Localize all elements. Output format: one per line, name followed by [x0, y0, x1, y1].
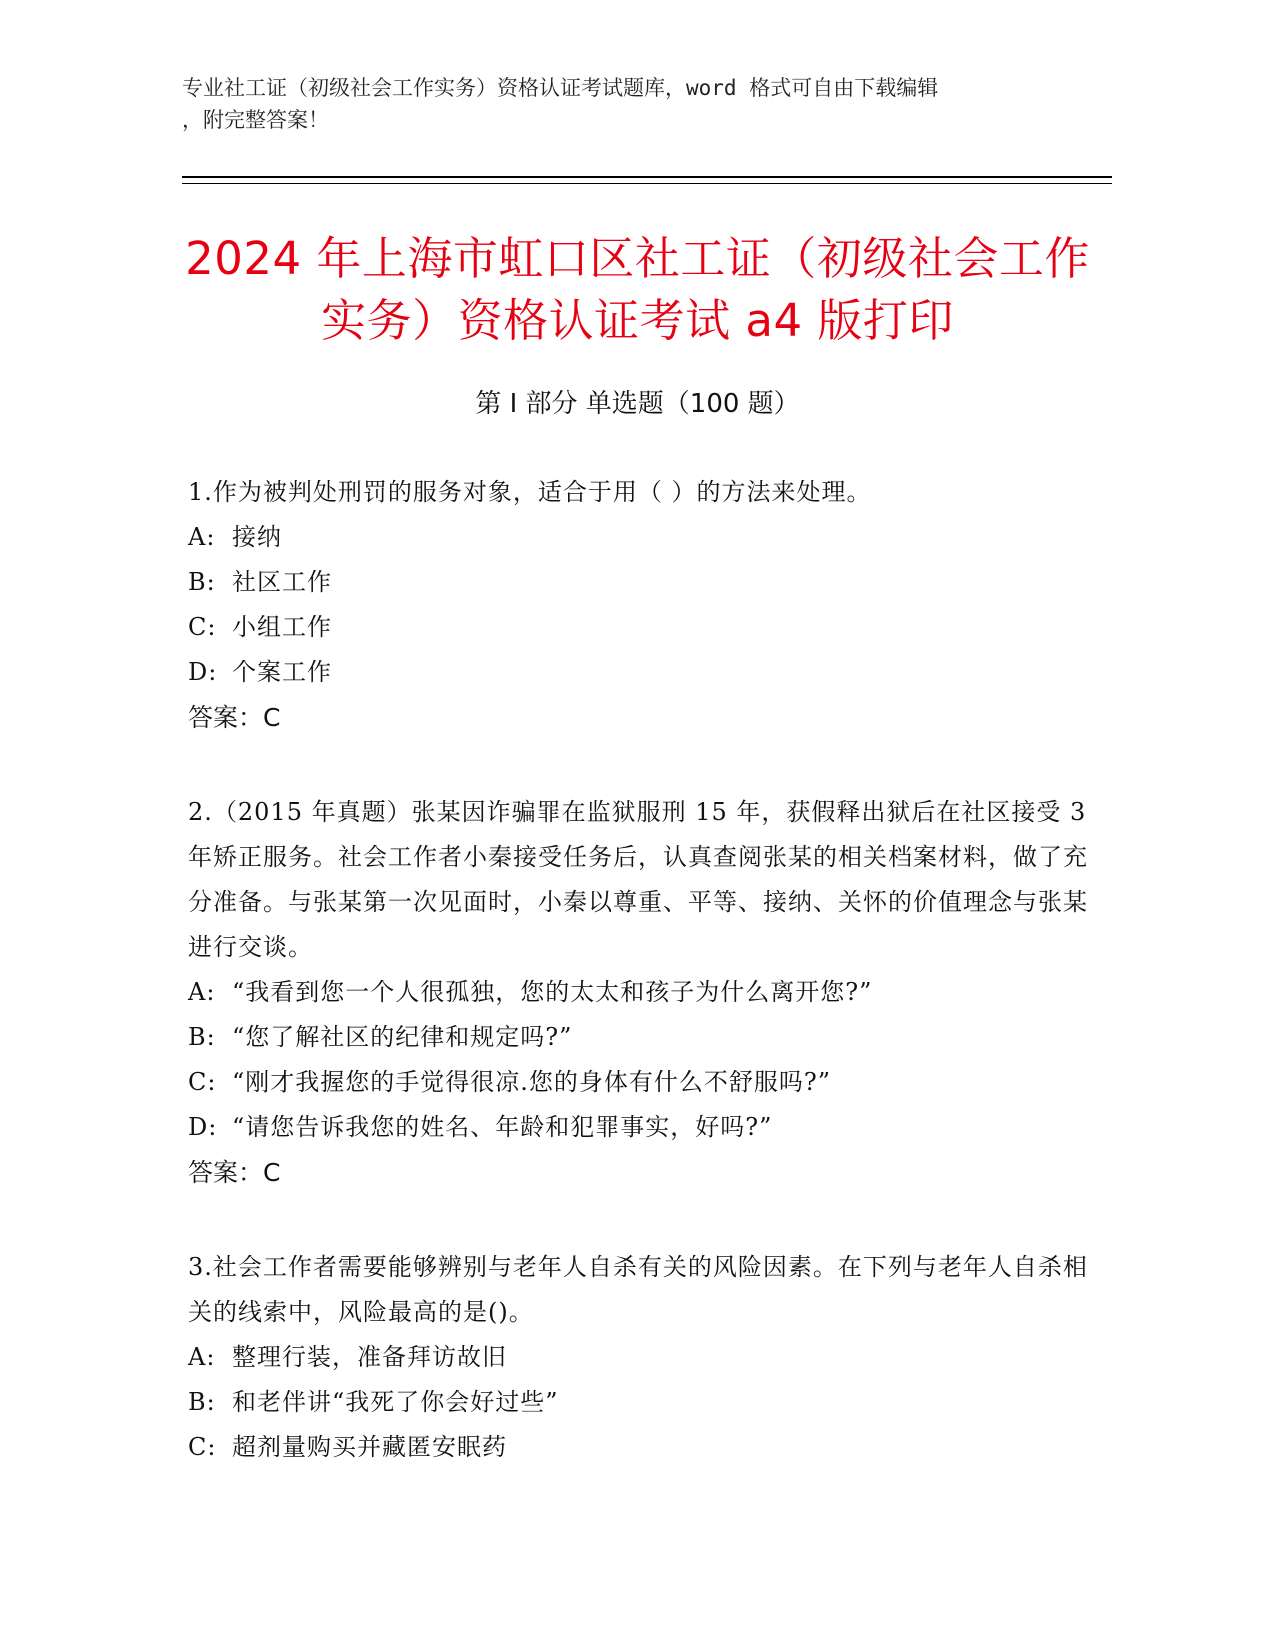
question-3-text: 3.社会工作者需要能够辨别与老年人自杀有关的风险因素。在下列与老年人自杀相关的线索中，风险最高的是()。: [188, 1253, 1088, 1326]
question-list: [188, 470, 1088, 1520]
question-3: [188, 1245, 1088, 1470]
document-title: [150, 228, 1125, 352]
option-letter: C:: [188, 1068, 217, 1096]
option-text: 小组工作: [232, 613, 332, 641]
question-3-option-a: [188, 1335, 1088, 1380]
option-letter: C:: [188, 1433, 217, 1461]
question-1-option-a: [188, 515, 1088, 560]
question-2-option-a: [188, 970, 1088, 1015]
option-letter: B:: [188, 1388, 216, 1416]
question-2: [188, 790, 1088, 1195]
question-3-option-b: [188, 1380, 1088, 1425]
section-heading: 第 I 部分 单选题（100 题）: [475, 389, 800, 419]
option-letter: B:: [188, 1023, 216, 1051]
option-text: 接纳: [232, 523, 282, 551]
option-text: “我看到您一个人很孤独，您的太太和孩子为什么离开您?”: [232, 978, 873, 1006]
question-1-option-c: [188, 605, 1088, 650]
option-letter: D:: [188, 1113, 218, 1141]
option-letter: A:: [188, 523, 216, 551]
question-2-option-c: [188, 1060, 1088, 1105]
question-3-option-c: [188, 1425, 1088, 1470]
question-2-option-d: [188, 1105, 1088, 1150]
option-text: 个案工作: [232, 658, 332, 686]
option-letter: C:: [188, 613, 217, 641]
option-text: 和老伴讲“我死了你会好过些”: [232, 1388, 559, 1416]
question-2-answer: 答案：C: [188, 1158, 281, 1187]
header-note: 专业社工证（初级社会工作实务）资格认证考试题库，word 格式可自由下载编辑 ，附完整答案！: [182, 76, 939, 132]
question-1: [188, 470, 1088, 740]
header-rule-thin: [182, 183, 1112, 184]
option-text: 社区工作: [232, 568, 332, 596]
question-1-text: 1.作为被判处刑罚的服务对象，适合于用（ ）的方法来处理。: [188, 478, 872, 506]
question-2-option-b: [188, 1015, 1088, 1060]
question-1-option-d: [188, 650, 1088, 695]
option-letter: A:: [188, 978, 216, 1006]
option-text: 超剂量购买并藏匿安眠药: [232, 1433, 507, 1461]
option-letter: A:: [188, 1343, 216, 1371]
question-2-text: 2.（2015 年真题）张某因诈骗罪在监狱服刑 15 年，获假释出狱后在社区接受 3 年矫正服务。社会工作者小秦接受任务后，认真查阅张某的相关档案材料，做了充分准备。与张某第一次见面时，小秦以尊重、平等、接纳、关怀的价值理念与张某进行交谈。: [188, 798, 1088, 961]
question-1-answer: 答案：C: [188, 703, 281, 732]
document-title-line-2: 实务）资格认证考试 a4 版打印: [321, 294, 954, 347]
question-1-option-b: [188, 560, 1088, 605]
option-text: “请您告诉我您的姓名、年龄和犯罪事实，好吗?”: [232, 1113, 773, 1141]
header-rule-thick: [182, 176, 1112, 178]
option-text: 整理行装，准备拜访故旧: [232, 1343, 507, 1371]
option-letter: B:: [188, 568, 216, 596]
option-letter: D:: [188, 658, 218, 686]
option-text: “您了解社区的纪律和规定吗?”: [232, 1023, 573, 1051]
option-text: “刚才我握您的手觉得很凉.您的身体有什么不舒服吗?”: [232, 1068, 832, 1096]
document-title-line-1: 2024 年上海市虹口区社工证（初级社会工作: [185, 232, 1090, 285]
